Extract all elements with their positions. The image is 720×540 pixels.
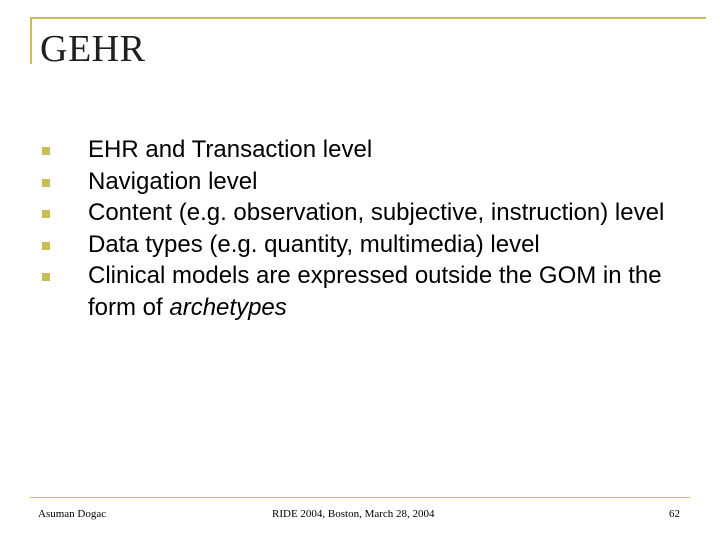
square-bullet-icon [42, 273, 50, 281]
footer-rule [30, 497, 690, 498]
footer-author: Asuman Dogac [38, 508, 107, 520]
bullet-text: EHR and Transaction level [88, 136, 373, 163]
bullet-item [40, 229, 690, 261]
title-left-rule [30, 17, 32, 64]
bullet-text-emphasis: archetypes [169, 293, 287, 321]
bullet-text: Data types (e.g. quantity, multimedia) level [88, 230, 540, 258]
bullet-text: Navigation level [88, 167, 258, 195]
footer-page-number: 62 [669, 508, 680, 520]
bullet-item [40, 134, 690, 166]
bullet-item [40, 166, 690, 198]
bullet-text [88, 262, 662, 321]
square-bullet-icon [42, 179, 50, 187]
bullet-text: Content (e.g. observation, subjective, instruction) level [88, 199, 665, 226]
bullet-text-plain: Clinical models are expressed outside the GOM in the form of [88, 262, 662, 321]
square-bullet-icon [42, 147, 50, 155]
bullet-list [40, 134, 690, 323]
title-top-rule [30, 17, 706, 19]
slide-title: GEHR [40, 28, 146, 70]
bullet-item [40, 197, 690, 229]
bullet-item [40, 260, 690, 323]
square-bullet-icon [42, 210, 50, 218]
footer-event: RIDE 2004, Boston, March 28, 2004 [272, 508, 435, 520]
square-bullet-icon [42, 242, 50, 250]
